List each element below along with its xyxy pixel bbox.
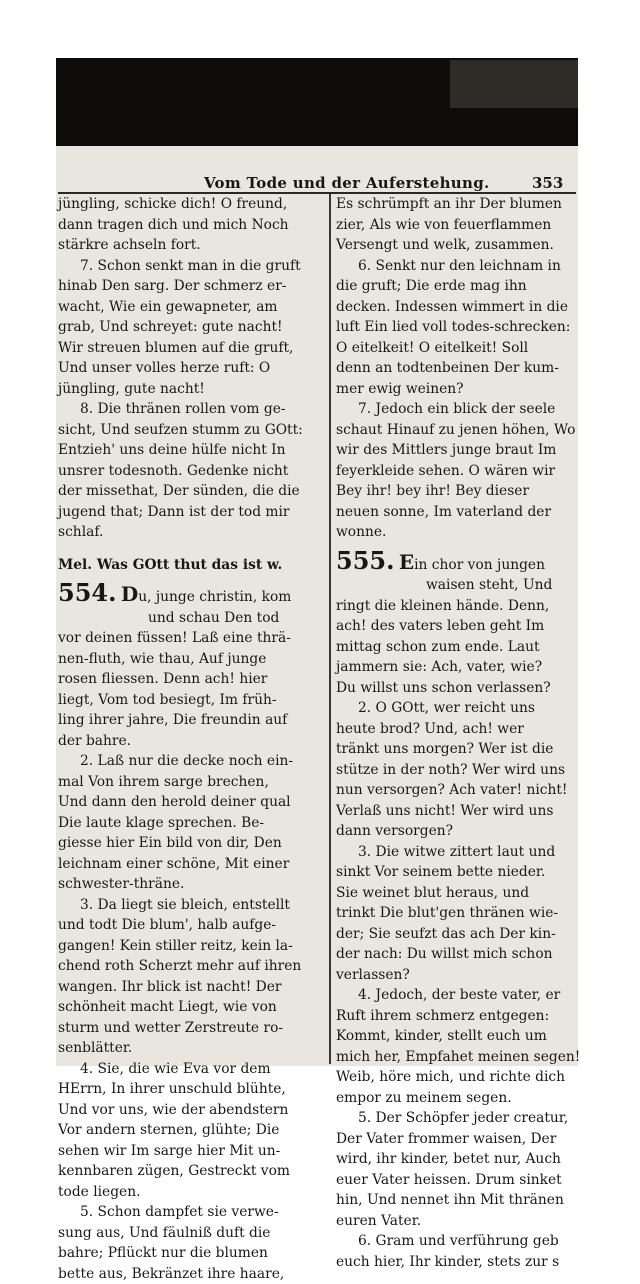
text-line: heute brod? Und, ach! wer (336, 719, 576, 740)
text-line: mer ewig weinen? (336, 379, 576, 400)
text-line: waisen steht, Und (336, 575, 576, 596)
text-line: bette aus, Bekränzet ihre haare, (58, 1264, 322, 1284)
text-line: die gruft; Die erde mag ihn (336, 276, 576, 297)
text-line: feyerkleide sehen. O wären wir (336, 461, 576, 482)
text-line: giesse hier Ein bild von dir, Den (58, 833, 322, 854)
text-line: der missethat, Der sünden, die die (58, 481, 322, 502)
text-line: wir des Mittlers junge braut Im (336, 440, 576, 461)
text-line: stärkre achseln fort. (58, 235, 322, 256)
text-line: und todt Die blum', halb aufge- (58, 915, 322, 936)
text-line: 3. Die witwe zittert laut und (336, 842, 576, 863)
text-line: Und unser volles herze ruft: O (58, 358, 322, 379)
dark-scan-border (56, 58, 578, 146)
drop-initial: D (121, 582, 138, 606)
text-line: Ruft ihrem schmerz entgegen: (336, 1006, 576, 1027)
text-line: Und dann den herold deiner qual (58, 792, 322, 813)
text-line: schwester-thräne. (58, 874, 322, 895)
text-line: vor deinen füssen! Laß eine thrä- (58, 628, 322, 649)
hymn-first-line: in chor von jungen (414, 557, 545, 573)
text-line: Weib, höre mich, und richte dich (336, 1067, 576, 1088)
hymn-number: 555. (336, 546, 394, 575)
text-line: 6. Senkt nur den leichnam in (336, 256, 576, 277)
left-verse-block (58, 194, 322, 543)
text-line: neuen sonne, Im vaterland der (336, 502, 576, 523)
hymn-number: 554. (58, 578, 116, 607)
text-line: euch hier, Ihr kinder, stets zur s (336, 1252, 576, 1273)
text-line: jugend that; Dann ist der tod mir (58, 502, 322, 523)
text-line: leichnam einer schöne, Mit einer (58, 854, 322, 875)
text-line: Vor andern sternen, glühte; Die (58, 1120, 322, 1141)
text-line: senblätter. (58, 1038, 322, 1059)
text-line: der bahre. (58, 731, 322, 752)
text-line: decken. Indessen wimmert in die (336, 297, 576, 318)
text-line: 5. Der Schöpfer jeder creatur, (336, 1108, 576, 1129)
text-line: mich her, Empfahet meinen segen! (336, 1047, 576, 1068)
text-line: verlassen? (336, 965, 576, 986)
text-line: Der Vater frommer waisen, Der (336, 1129, 576, 1150)
text-line: stütze in der noth? Wer wird uns (336, 760, 576, 781)
text-line: Die laute klage sprechen. Be- (58, 813, 322, 834)
text-line: hin, Und nennet ihn Mit thränen (336, 1190, 576, 1211)
text-line: dann tragen dich und mich Noch (58, 215, 322, 236)
text-line: tode liegen. (58, 1182, 322, 1203)
text-line: sehen wir Im sarge hier Mit un- (58, 1141, 322, 1162)
text-line: ach! des vaters leben geht Im (336, 616, 576, 637)
text-line: und schau Den tod (58, 608, 322, 629)
text-line: chend roth Scherzt mehr auf ihren (58, 956, 322, 977)
text-line: Und vor uns, wie der abendstern (58, 1100, 322, 1121)
melody-line: Mel. Was GOtt thut das ist w. (58, 555, 322, 576)
text-line: ling ihrer jahre, Die freundin auf (58, 710, 322, 731)
text-line: hinab Den sarg. Der schmerz er- (58, 276, 322, 297)
text-line: Bey ihr! bey ihr! Bey dieser (336, 481, 576, 502)
text-line: dann versorgen? (336, 821, 576, 842)
text-line: 3. Da liegt sie bleich, entstellt (58, 895, 322, 916)
text-line: trinkt Die blut'gen thränen wie- (336, 903, 576, 924)
text-line: jammern sie: Ach, vater, wie? (336, 657, 576, 678)
right-verse-block (336, 194, 576, 543)
text-line: Versengt und welk, zusammen. (336, 235, 576, 256)
text-line: tränkt uns morgen? Wer ist die (336, 739, 576, 760)
text-line: mittag schon zum ende. Laut (336, 637, 576, 658)
hymn-555-body (336, 575, 576, 1272)
text-line: ringt die kleinen hände. Denn, (336, 596, 576, 617)
text-line: wonne. (336, 522, 576, 543)
left-column (58, 194, 322, 1284)
hymn-555-heading (336, 551, 576, 576)
text-line: O eitelkeit! O eitelkeit! Soll (336, 338, 576, 359)
text-line: rosen fliessen. Denn ach! hier (58, 669, 322, 690)
text-line: sung aus, Und fäulniß duft die (58, 1223, 322, 1244)
hymn-first-line: u, junge christin, kom (138, 589, 291, 605)
text-line: Sie weinet blut heraus, und (336, 883, 576, 904)
scan-highlight (450, 60, 578, 108)
text-line: wird, ihr kinder, betet nur, Auch (336, 1149, 576, 1170)
text-line: sinkt Vor seinem bette nieder. (336, 862, 576, 883)
text-line: mal Von ihrem sarge brechen, (58, 772, 322, 793)
hymn-554-heading (58, 583, 322, 608)
scanned-page (56, 58, 578, 1066)
text-line: schönheit macht Liegt, wie von (58, 997, 322, 1018)
text-line: HErrn, In ihrer unschuld blühte, (58, 1079, 322, 1100)
running-header-title: Vom Tode und der Auferstehung. (204, 174, 490, 192)
text-line: der nach: Du willst mich schon (336, 944, 576, 965)
text-line: wacht, Wie ein gewapneter, am (58, 297, 322, 318)
text-line: liegt, Vom tod besiegt, Im früh- (58, 690, 322, 711)
text-line: Entzieh' uns deine hülfe nicht In (58, 440, 322, 461)
right-column (336, 194, 576, 1272)
text-line: euren Vater. (336, 1211, 576, 1232)
text-line: unsrer todesnoth. Gedenke nicht (58, 461, 322, 482)
text-line: jüngling, gute nacht! (58, 379, 322, 400)
text-line: sturm und wetter Zerstreute ro- (58, 1018, 322, 1039)
text-line: sicht, Und seufzen stumm zu GOtt: (58, 420, 322, 441)
text-line: grab, Und schreyet: gute nacht! (58, 317, 322, 338)
text-line: Kommt, kinder, stellt euch um (336, 1026, 576, 1047)
page-number: 353 (532, 174, 563, 192)
drop-initial: E (399, 550, 414, 574)
text-line: schaut Hinauf zu jenen höhen, Wo (336, 420, 576, 441)
text-line: wangen. Ihr blick ist nacht! Der (58, 977, 322, 998)
text-line: nun versorgen? Ach vater! nicht! (336, 780, 576, 801)
text-line: nen-fluth, wie thau, Auf junge (58, 649, 322, 670)
text-line: 7. Jedoch ein blick der seele (336, 399, 576, 420)
text-line: gangen! Kein stiller reitz, kein la- (58, 936, 322, 957)
column-divider (329, 194, 331, 1064)
text-line: schlaf. (58, 522, 322, 543)
text-line: der; Sie seufzt das ach Der kin- (336, 924, 576, 945)
text-line: 4. Sie, die wie Eva vor dem (58, 1059, 322, 1080)
text-line: 7. Schon senkt man in die gruft (58, 256, 322, 277)
text-line: luft Ein lied voll todes-schrecken: (336, 317, 576, 338)
text-line: 6. Gram und verführung geb (336, 1231, 576, 1252)
text-line: bahre; Pflückt nur die blumen (58, 1243, 322, 1264)
text-line: 4. Jedoch, der beste vater, er (336, 985, 576, 1006)
text-line: 2. O GOtt, wer reicht uns (336, 698, 576, 719)
text-line: 2. Laß nur die decke noch ein- (58, 751, 322, 772)
text-line: denn an todtenbeinen Der kum- (336, 358, 576, 379)
text-line: empor zu meinem segen. (336, 1088, 576, 1109)
text-line: jüngling, schicke dich! O freund, (58, 194, 322, 215)
text-line: Es schrümpft an ihr Der blumen (336, 194, 576, 215)
hymn-554-body (58, 608, 322, 1284)
text-line: Wir streuen blumen auf die gruft, (58, 338, 322, 359)
text-line: 5. Schon dampfet sie verwe- (58, 1202, 322, 1223)
text-line: euer Vater heissen. Drum sinket (336, 1170, 576, 1191)
text-line: 8. Die thränen rollen vom ge- (58, 399, 322, 420)
text-line: zier, Als wie von feuerflammen (336, 215, 576, 236)
text-line: kennbaren zügen, Gestreckt vom (58, 1161, 322, 1182)
text-line: Verlaß uns nicht! Wer wird uns (336, 801, 576, 822)
text-line: Du willst uns schon verlassen? (336, 678, 576, 699)
